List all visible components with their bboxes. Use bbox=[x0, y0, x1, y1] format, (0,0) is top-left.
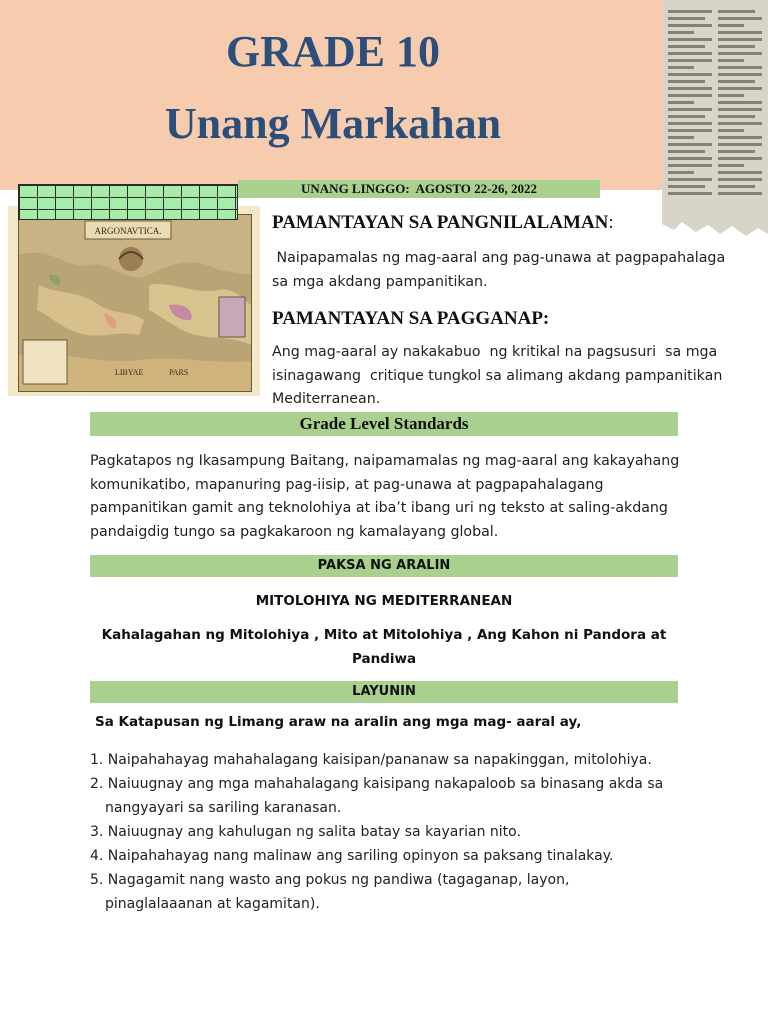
content-standard-text: Naipapamalas ng mag-aaral ang pag-unawa at pagpapahalaga sa mga akdang pampanitikan. bbox=[272, 250, 730, 290]
torn-edge-decoration bbox=[662, 216, 768, 246]
topic-subtitle-line2: Pandiwa bbox=[351, 651, 417, 667]
page-subtitle: Unang Markahan bbox=[164, 99, 502, 148]
performance-standard-heading: PAMANTAYAN SA PAGGANAP: bbox=[272, 308, 550, 329]
topic-title: MITOLOHIYA NG MEDITERRANEAN bbox=[255, 593, 513, 609]
list-item: 2. Naiuugnay ang mga mahahalagang kaisipang nakapaloob sa binasang akda sa bbox=[90, 776, 664, 792]
argonautica-map-image bbox=[18, 214, 252, 392]
list-item: 5. Nagagamit nang wasto ang pokus ng pandiwa (tagaganap, layon, bbox=[90, 872, 570, 888]
week-date-bar: UNANG LINGGO: AGOSTO 22-26, 2022 bbox=[238, 180, 600, 198]
list-item: 4. Naipahahayag nang malinaw ang sariling opinyon sa paksang tinalakay. bbox=[90, 848, 614, 864]
grade-level-standards-text: Pagkatapos ng Ikasampung Baitang, naipamamalas ng mag-aaral ang kakayahang komunikatibo, mapanuring pag-iisip, at pag-unawa at pagpapahalagang pampanitikan gamit ang teknolohiya at iba’t ibang uri ng teksto at saling-akdang pandaigdig tungo sa pagkakaroon ng kamalayang global. bbox=[90, 453, 680, 540]
grade-level-standards-heading: Grade Level Standards bbox=[90, 412, 678, 436]
content-standard-heading bbox=[272, 212, 614, 234]
map-label-libyae: LIBYAE bbox=[115, 368, 144, 377]
performance-standard-text: Ang mag-aaral ay nakakabuo ng kritikal na pagsusuri sa mga isinagawang critique tungkol sa alimang akdang pampanitikan Mediterranean. bbox=[272, 344, 727, 407]
content-standard-heading-text: PAMANTAYAN SA PANGNILALAMAN bbox=[272, 212, 609, 233]
list-item: pinaglalaaanan at kagamitan). bbox=[105, 896, 320, 912]
content-standard-heading-colon: : bbox=[608, 212, 614, 233]
objectives-heading: LAYUNIN bbox=[90, 681, 678, 703]
map-cartouche-text: ARGONAVTICA. bbox=[94, 226, 162, 236]
objectives-intro: Sa Katapusan ng Limang araw na aralin ang mga mag- aaral ay, bbox=[95, 714, 582, 730]
grid-decoration bbox=[18, 184, 238, 220]
list-item: 3. Naiuugnay ang kahulugan ng salita batay sa kayarian nito. bbox=[90, 824, 521, 840]
topic-subtitle-line1: Kahalagahan ng Mitolohiya , Mito at Mitolohiya , Ang Kahon ni Pandora at bbox=[101, 627, 667, 643]
list-item: nangyayari sa sariling karanasan. bbox=[105, 800, 342, 816]
list-item: 1. Naipahahayag mahahalagang kaisipan/pananaw sa napakinggan, mitolohiya. bbox=[90, 752, 652, 768]
map-label-pars: PARS bbox=[169, 368, 189, 377]
topic-heading: PAKSA NG ARALIN bbox=[90, 555, 678, 577]
objectives-list bbox=[90, 748, 690, 916]
page-title: GRADE 10 bbox=[226, 27, 440, 76]
newspaper-collage-image bbox=[662, 0, 768, 246]
